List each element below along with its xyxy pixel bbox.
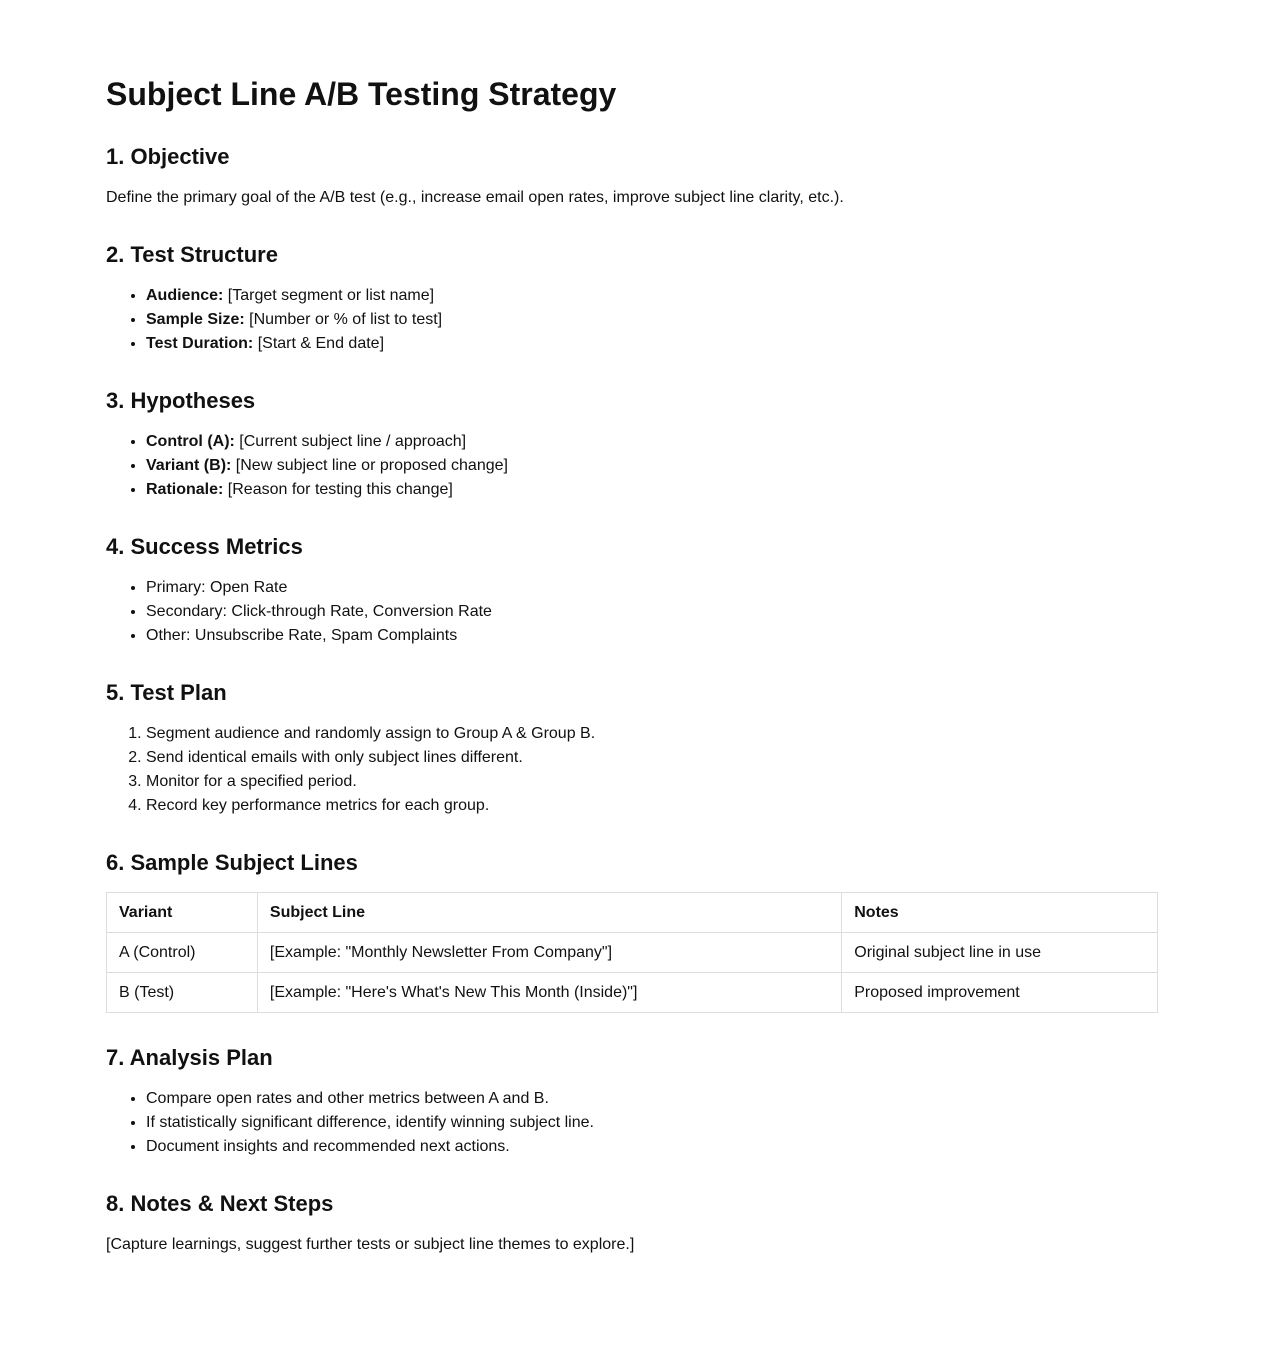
list-item <box>146 284 1158 308</box>
table-cell: Proposed improvement <box>842 973 1158 1013</box>
item-value: [New subject line or proposed change] <box>231 457 508 474</box>
list-item: • Document insights and recommended next actions. <box>146 1135 1158 1159</box>
section-heading-hypotheses: 3. Hypotheses <box>106 388 256 413</box>
list-item <box>146 454 1158 478</box>
item-value: [Target segment or list name] <box>223 287 435 304</box>
list-item: • Compare open rates and other metrics between A and B. <box>146 1087 1158 1111</box>
column-header: Variant <box>107 893 258 933</box>
table-cell: A (Control) <box>107 933 258 973</box>
item-label: Audience: <box>146 287 224 304</box>
table-cell: [Example: "Here's What's New This Month (Inside)"] <box>257 973 841 1013</box>
table-cell: [Example: "Monthly Newsletter From Company"] <box>257 933 841 973</box>
list-item: • If statistically significant difference, identify winning subject line. <box>146 1111 1158 1135</box>
item-value: [Number or % of list to test] <box>244 311 443 328</box>
notes-text: [Capture learnings, suggest further tests or subject line themes to explore.] <box>106 1236 635 1253</box>
page-title: Subject Line A/B Testing Strategy <box>106 76 617 112</box>
section-heading-objective: 1. Objective <box>106 144 230 169</box>
table-row <box>107 973 1158 1013</box>
objective-text: Define the primary goal of the A/B test (e.g., increase email open rates, improve subject line clarity, etc.). <box>106 189 844 206</box>
hypotheses-list <box>106 430 1158 502</box>
section-heading-test-structure: 2. Test Structure <box>106 242 278 267</box>
table-row <box>107 933 1158 973</box>
test-structure-list <box>106 284 1158 356</box>
item-value: [Start & End date] <box>253 335 385 352</box>
section-heading-notes: 8. Notes & Next Steps <box>106 1191 334 1216</box>
list-item: 1. Segment audience and randomly assign to Group A & Group B. <box>146 722 1158 746</box>
test-plan-list <box>106 722 1158 818</box>
list-item <box>146 478 1158 502</box>
section-heading-analysis-plan: 7. Analysis Plan <box>106 1045 273 1070</box>
table-header-row <box>107 893 1158 933</box>
list-item: 2. Send identical emails with only subject lines different. <box>146 746 1158 770</box>
metrics-list <box>106 576 1158 648</box>
item-label: Rationale: <box>146 481 224 498</box>
list-item <box>146 332 1158 356</box>
list-item: 4. Record key performance metrics for each group. <box>146 794 1158 818</box>
section-heading-sample-subject-lines: 6. Sample Subject Lines <box>106 850 358 875</box>
item-label: Control (A): <box>146 433 235 450</box>
sample-subject-lines-table <box>106 892 1158 1013</box>
list-item: • Other: Unsubscribe Rate, Spam Complaints <box>146 624 1158 648</box>
item-label: Sample Size: <box>146 311 245 328</box>
column-header: Subject Line <box>257 893 841 933</box>
list-item: 3. Monitor for a specified period. <box>146 770 1158 794</box>
analysis-list <box>106 1087 1158 1159</box>
item-value: [Reason for testing this change] <box>223 481 453 498</box>
list-item <box>146 430 1158 454</box>
column-header: Notes <box>842 893 1158 933</box>
item-label: Test Duration: <box>146 335 254 352</box>
table-cell: Original subject line in use <box>842 933 1158 973</box>
list-item <box>146 308 1158 332</box>
item-label: Variant (B): <box>146 457 232 474</box>
section-heading-success-metrics: 4. Success Metrics <box>106 534 303 559</box>
section-heading-test-plan: 5. Test Plan <box>106 680 227 705</box>
list-item: • Primary: Open Rate <box>146 576 1158 600</box>
table-cell: B (Test) <box>107 973 258 1013</box>
item-value: [Current subject line / approach] <box>234 433 467 450</box>
list-item: • Secondary: Click-through Rate, Conversion Rate <box>146 600 1158 624</box>
